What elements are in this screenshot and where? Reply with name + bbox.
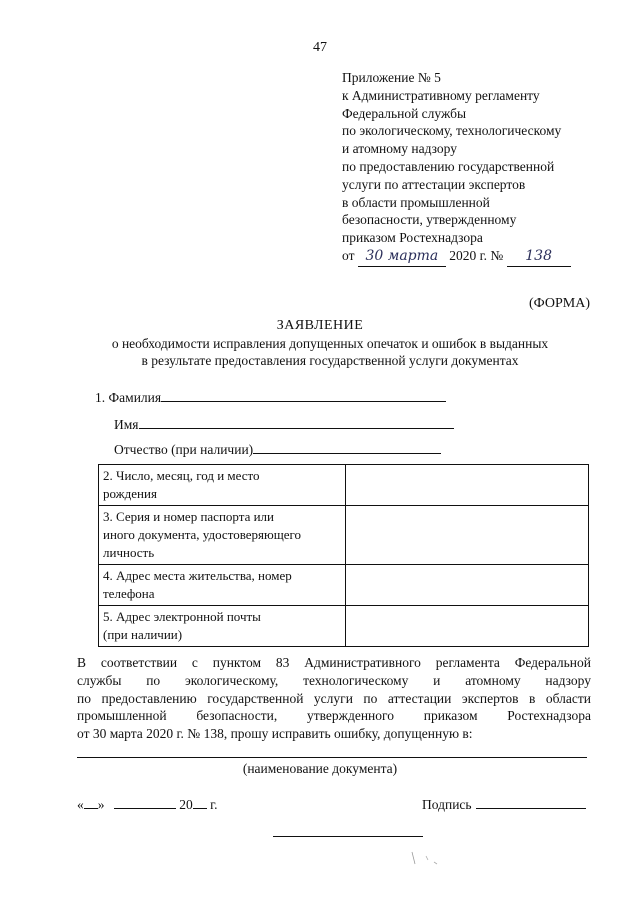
row-label-line: 4. Адрес места жительства, номер xyxy=(103,568,292,583)
name-field xyxy=(114,416,454,433)
paragraph-line: по предоставлению государственной услуги по аттестации экспертов в области xyxy=(77,690,591,706)
row-label-line: телефона xyxy=(103,586,155,601)
surname-field xyxy=(95,389,446,406)
personal-data-table xyxy=(98,464,589,647)
surname-label: 1. Фамилия xyxy=(95,390,162,405)
row-label-line: 3. Серия и номер паспорта или xyxy=(103,509,274,524)
year-prefix: 20 xyxy=(179,797,193,812)
day-input-line[interactable] xyxy=(84,808,98,809)
table-row xyxy=(99,606,589,647)
name-label: Имя xyxy=(114,417,139,432)
row-label-line: иного документа, удостоверяющего xyxy=(103,527,302,542)
row-label-line: (при наличии) xyxy=(103,627,183,642)
appendix-line: Федеральной службы xyxy=(342,105,467,121)
row-label-line: рождения xyxy=(103,486,157,501)
handwritten-number: 138 xyxy=(507,248,571,267)
month-input-line[interactable] xyxy=(114,808,176,809)
patronymic-field xyxy=(114,441,441,458)
document-title: ЗАЯВЛЕНИЕ xyxy=(276,318,364,333)
table-row xyxy=(99,565,589,606)
appendix-line: приказом Ростехнадзора xyxy=(342,230,483,246)
year-suffix: г. xyxy=(210,797,218,812)
year-input-line[interactable] xyxy=(193,808,207,809)
row-label-line: 2. Число, месяц, год и место xyxy=(103,468,260,483)
bottom-signature-line[interactable] xyxy=(273,836,423,837)
appendix-line: Приложение № 5 xyxy=(342,70,441,85)
page-number: 47 xyxy=(313,40,327,55)
year-number-text: 2020 г. № xyxy=(449,247,504,263)
patronymic-label: Отчество (при наличии) xyxy=(114,442,254,457)
appendix-line: в области промышленной xyxy=(342,194,490,210)
row-value-cell[interactable] xyxy=(346,506,589,565)
document-subtitle xyxy=(60,335,600,369)
close-quote: » xyxy=(97,797,105,812)
request-paragraph xyxy=(77,654,591,743)
signature-field xyxy=(422,797,586,813)
surname-input-line[interactable] xyxy=(161,389,446,402)
handwritten-date: 30 марта xyxy=(358,248,446,267)
paragraph-line: от 30 марта 2020 г. № 138, прошу исправить ошибку, допущенную в: xyxy=(77,726,473,742)
table-row xyxy=(99,506,589,565)
signature-input-line[interactable] xyxy=(476,808,586,809)
appendix-line: услуги по аттестации экспертов xyxy=(342,176,526,192)
row-label xyxy=(99,565,346,606)
row-value-cell[interactable] xyxy=(346,465,589,506)
appendix-header xyxy=(342,69,622,267)
document-name-input-line[interactable] xyxy=(77,757,587,758)
row-label xyxy=(99,465,346,506)
patronymic-input-line[interactable] xyxy=(253,441,441,454)
subtitle-line: в результате предоставления государственной услуги документах xyxy=(141,353,519,368)
signature-label: Подпись xyxy=(422,797,472,812)
row-label-line: личность xyxy=(103,545,155,560)
date-field xyxy=(77,797,218,813)
appendix-line: по предоставлению государственной xyxy=(342,158,555,174)
scan-artifact-icon xyxy=(410,850,440,870)
form-label: (ФОРМА) xyxy=(528,296,590,311)
table-row xyxy=(99,465,589,506)
paragraph-line: службы по экологическому, технологическому и атомному надзору xyxy=(77,672,591,688)
appendix-line: по экологическому, технологическому xyxy=(342,123,562,139)
scan-marks xyxy=(410,850,440,874)
row-label xyxy=(99,506,346,565)
appendix-line: и атомному надзору xyxy=(342,141,457,157)
row-value-cell[interactable] xyxy=(346,565,589,606)
paragraph-line: В соответствии с пунктом 83 Административного регламента Федеральной xyxy=(77,655,591,670)
row-label-line: 5. Адрес электронной почты xyxy=(103,609,261,624)
document-name-caption: (наименование документа) xyxy=(242,761,398,776)
subtitle-line: о необходимости исправления допущенных опечаток и ошибок в выданных xyxy=(111,336,549,351)
appendix-line: к Административному регламенту xyxy=(342,87,540,103)
row-value-cell[interactable] xyxy=(346,606,589,647)
row-label xyxy=(99,606,346,647)
date-prefix: от xyxy=(342,247,355,263)
appendix-date-line xyxy=(342,247,622,267)
name-input-line[interactable] xyxy=(139,416,454,429)
open-quote: « xyxy=(77,797,84,812)
appendix-line: безопасности, утвержденному xyxy=(342,212,517,228)
paragraph-line: промышленной безопасности, утвержденного приказом Ростехнадзора xyxy=(77,708,591,724)
